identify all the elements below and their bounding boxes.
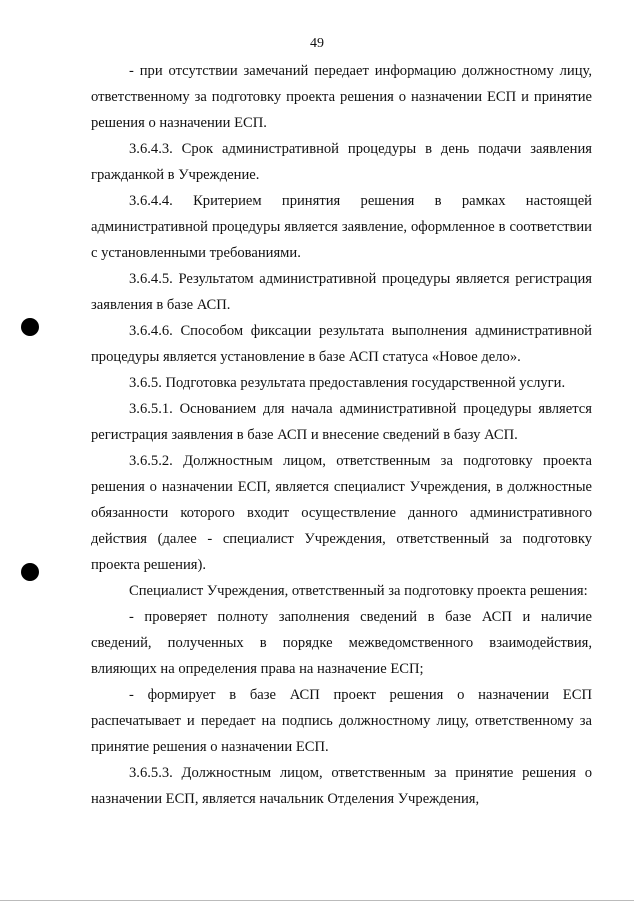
paragraph-no-remarks: - при отсутствии замечаний передает информацию должностному лицу, ответственному за подготовку проекта решения о назначении ЕСП и принятие решения о назначении ЕСП.	[91, 63, 592, 131]
paragraph-3-6-4-4: 3.6.4.4. Критерием принятия решения в рамках настоящей административной процедуры является заявление, оформленное в соответствии с установленными требованиями.	[91, 193, 592, 261]
punch-hole-top	[21, 318, 39, 336]
paragraph-forms: - формирует в базе АСП проект решения о назначении ЕСП распечатывает и передает на подпись должностному лицу, ответственному за принятие решения о назначении ЕСП.	[91, 687, 592, 755]
paragraph-3-6-4-3: 3.6.4.3. Срок административной процедуры в день подачи заявления гражданкой в Учреждение.	[91, 141, 592, 183]
paragraph-3-6-5-3: 3.6.5.3. Должностным лицом, ответственным за принятие решения о назначении ЕСП, является начальник Отделения Учреждения,	[91, 765, 592, 807]
page-number: 49	[310, 36, 324, 51]
paragraph-specialist-intro: Специалист Учреждения, ответственный за подготовку проекта решения:	[129, 583, 588, 599]
scan-bottom-edge	[0, 900, 634, 901]
punch-hole-bottom	[21, 563, 39, 581]
paragraph-checks: - проверяет полноту заполнения сведений в базе АСП и наличие сведений, полученных в порядке межведомственного взаимодействия, влияющих на определения права на назначение ЕСП;	[91, 609, 592, 677]
paragraph-3-6-4-5: 3.6.4.5. Результатом административной процедуры является регистрация заявления в базе АСП.	[91, 271, 592, 313]
document-body	[91, 58, 592, 812]
paragraph-3-6-5: 3.6.5. Подготовка результата предоставления государственной услуги.	[129, 375, 566, 391]
paragraph-3-6-4-6: 3.6.4.6. Способом фиксации результата выполнения административной процедуры является установление в базе АСП статуса «Новое дело».	[91, 323, 592, 365]
paragraph-3-6-5-2: 3.6.5.2. Должностным лицом, ответственным за подготовку проекта решения о назначении ЕСП, является специалист Учреждения, в должностные обязанности которого входит осуществление данного административного действия (далее - специалист Учреждения, ответственный за подготовку проекта решения).	[91, 453, 592, 573]
paragraph-3-6-5-1: 3.6.5.1. Основанием для начала административной процедуры является регистрация заявления в базе АСП и внесение сведений в базу АСП.	[91, 401, 592, 443]
